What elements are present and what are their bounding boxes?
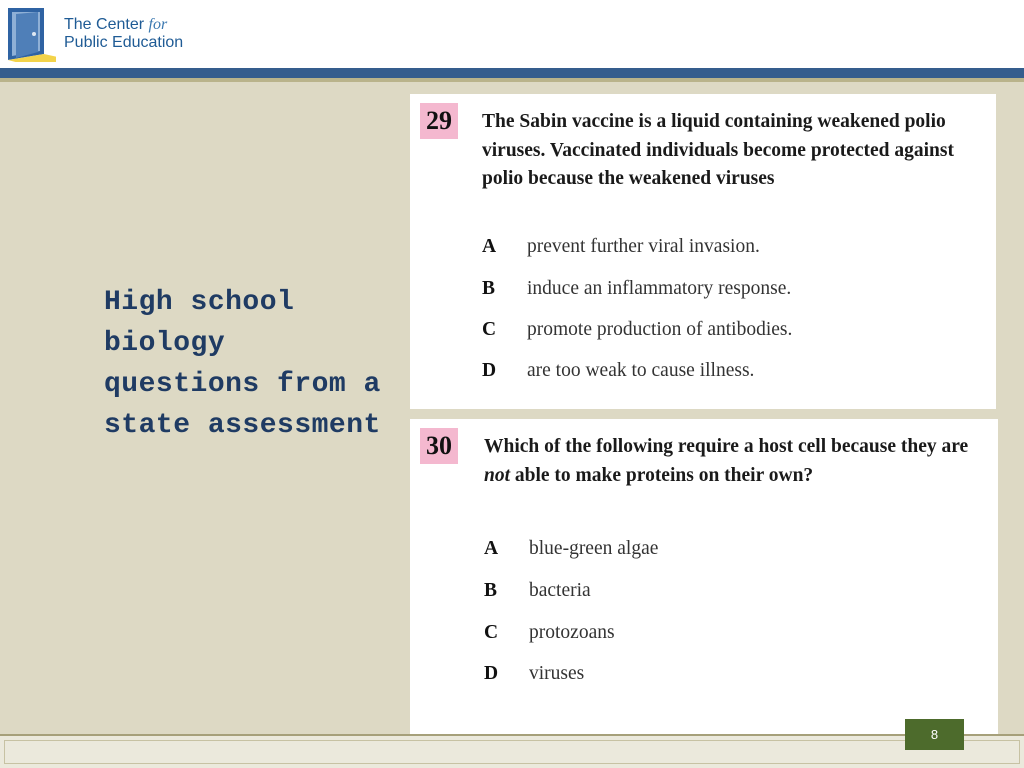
page-number-badge: 8 — [905, 719, 964, 750]
header-rule — [0, 68, 1024, 78]
slide-title: High school biology questions from a state assessment — [104, 287, 381, 441]
option-letter: C — [484, 622, 499, 643]
logo-line-1: The Center — [64, 16, 145, 33]
stem-emphasis: not — [484, 464, 511, 486]
option-text: protozoans — [529, 622, 615, 643]
stem-part: able to make proteins on their own? — [510, 464, 814, 486]
slide-header — [0, 0, 1024, 68]
option-letter: A — [482, 236, 497, 257]
question-card-30 — [410, 419, 998, 734]
logo-line-2: Public Education — [64, 34, 184, 51]
option-text: viruses — [529, 663, 585, 684]
option-text: induce an inflammatory response. — [527, 278, 792, 299]
question-number: 30 — [420, 428, 458, 464]
question-number: 29 — [420, 103, 458, 139]
logo-for: for — [148, 16, 168, 33]
question-card-29 — [410, 94, 996, 409]
answer-option-c — [482, 319, 792, 341]
option-text: are too weak to cause illness. — [527, 360, 755, 381]
question-stem — [484, 433, 979, 490]
answer-option-a — [482, 236, 760, 258]
option-letter: C — [482, 319, 497, 340]
option-text: prevent further viral invasion. — [527, 236, 760, 257]
header-rule-accent — [0, 78, 1024, 82]
option-text: bacteria — [529, 580, 591, 601]
answer-option-b — [484, 580, 591, 602]
question-stem: The Sabin vaccine is a liquid containing weakened polio viruses. Vaccinated individuals become protected against polio because the weakened viruses — [482, 111, 954, 189]
door-logo-icon — [8, 6, 56, 62]
option-letter: A — [484, 538, 499, 559]
stem-part: Which of the following require a host cell because they are — [484, 436, 969, 457]
logo — [8, 6, 208, 68]
option-letter: D — [482, 360, 497, 381]
option-letter: D — [484, 663, 499, 684]
answer-option-b — [482, 278, 791, 300]
answer-option-d — [482, 360, 754, 382]
option-letter: B — [482, 278, 496, 299]
option-letter: B — [484, 580, 498, 601]
slide-footer — [0, 734, 1024, 768]
answer-option-d — [484, 663, 584, 685]
logo-wordmark — [64, 16, 183, 52]
answer-option-c — [484, 622, 615, 644]
answer-option-a — [484, 538, 658, 560]
option-text: blue-green algae — [529, 538, 659, 559]
option-text: promote production of antibodies. — [527, 319, 793, 340]
footer-frame — [4, 740, 1020, 764]
